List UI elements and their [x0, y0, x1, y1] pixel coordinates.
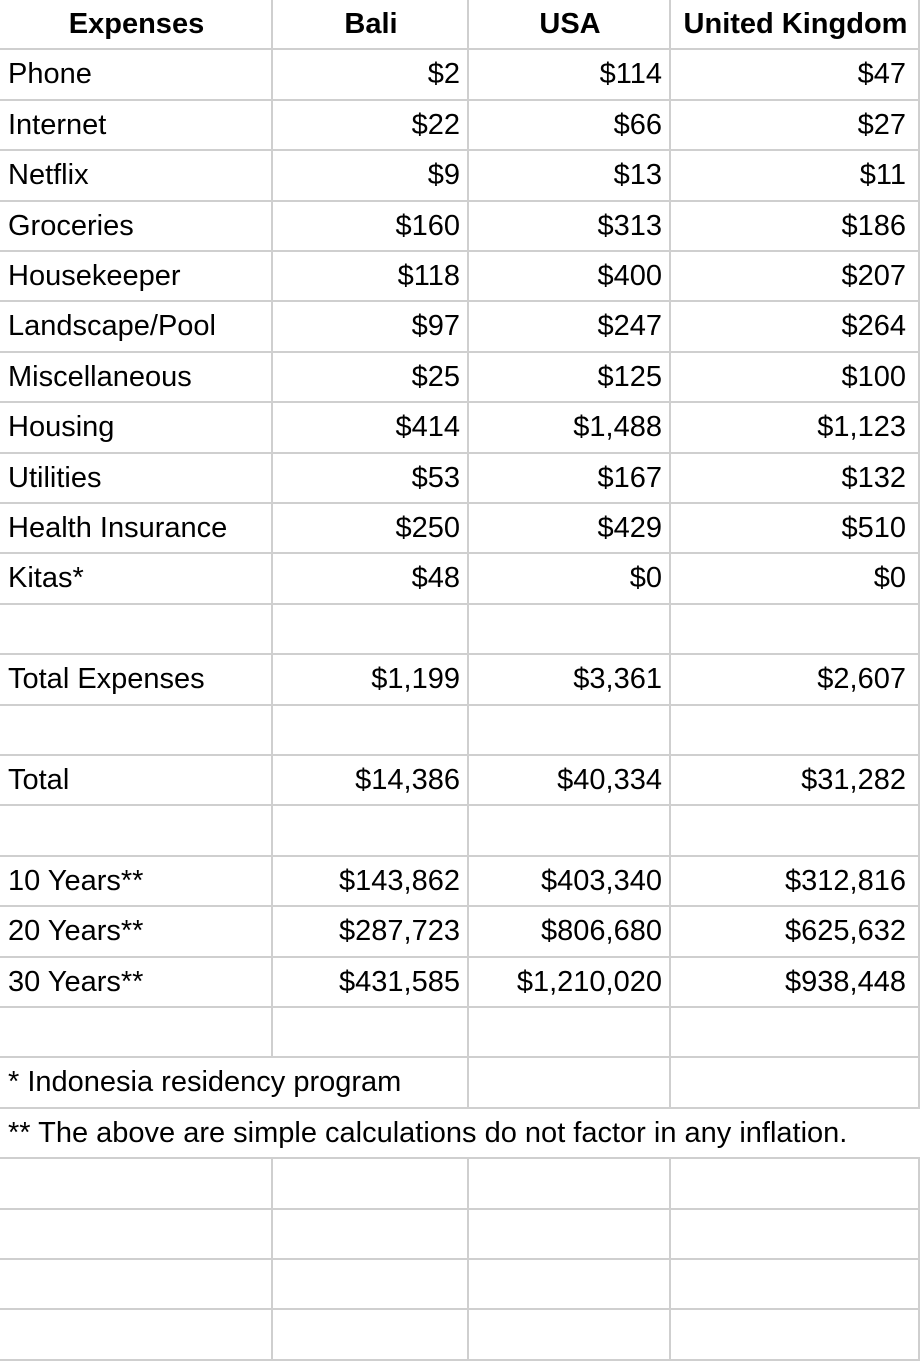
cell-bali[interactable]: $22	[411, 108, 460, 141]
expense-row	[0, 454, 920, 504]
row-label[interactable]: Groceries	[8, 209, 134, 242]
cell-usa[interactable]: $3,361	[573, 663, 662, 696]
cell-bali[interactable]: $431,585	[339, 965, 460, 998]
cell-uk[interactable]: $625,632	[785, 915, 906, 948]
empty-row	[0, 1210, 920, 1260]
cell-bali[interactable]: $25	[411, 360, 460, 393]
cell-usa[interactable]: $66	[613, 108, 662, 141]
row-label[interactable]: Health Insurance	[8, 512, 228, 544]
cell-bali[interactable]: $143,862	[339, 864, 460, 897]
empty-row	[0, 806, 920, 856]
grid-line	[669, 806, 671, 854]
row-label[interactable]: Housing	[8, 411, 115, 444]
grid-line	[467, 806, 469, 854]
empty-row	[0, 1008, 920, 1058]
cell-bali[interactable]: $414	[395, 411, 460, 444]
grid-line	[467, 1210, 469, 1258]
projection-row	[0, 857, 920, 907]
cell-usa[interactable]: $40,334	[557, 764, 662, 796]
cell-uk[interactable]: $11	[859, 159, 906, 192]
empty-row	[0, 1310, 920, 1360]
cell-uk[interactable]: $264	[841, 310, 906, 343]
cell-uk[interactable]: $100	[841, 360, 906, 393]
footnote-kitas[interactable]: * Indonesia residency program	[8, 1066, 402, 1099]
empty-cell[interactable]	[0, 1260, 273, 1308]
empty-row	[0, 1260, 920, 1310]
empty-cell[interactable]	[0, 1310, 273, 1358]
cell-bali[interactable]: $97	[411, 310, 460, 343]
expense-row	[0, 302, 920, 352]
cell-uk[interactable]: $510	[841, 512, 906, 544]
header-bali[interactable]: Bali	[344, 8, 398, 40]
cell-usa[interactable]: $167	[597, 461, 662, 494]
row-label[interactable]: Utilities	[8, 461, 102, 494]
grid-line	[467, 1310, 469, 1358]
cell-usa[interactable]: $13	[613, 159, 662, 192]
cell-usa[interactable]: $1,210,020	[516, 965, 662, 998]
empty-row	[0, 706, 920, 756]
cell-usa[interactable]: $400	[597, 260, 662, 292]
row-label[interactable]: Phone	[8, 58, 92, 91]
cell-bali[interactable]: $9	[427, 159, 460, 192]
grid-line	[467, 1260, 469, 1308]
expense-row	[0, 353, 920, 403]
cell-usa[interactable]: $1,488	[573, 411, 662, 444]
total-row	[0, 756, 920, 806]
grid-line	[669, 706, 671, 754]
header-uk[interactable]: United Kingdom	[683, 8, 908, 40]
cell-uk[interactable]: $31,282	[801, 764, 906, 796]
cell-bali[interactable]: $118	[397, 260, 460, 292]
expense-row	[0, 504, 920, 554]
cell-uk[interactable]: $938,448	[785, 965, 906, 998]
expense-row	[0, 101, 920, 151]
total-expenses-row	[0, 655, 920, 705]
expense-row	[0, 252, 920, 302]
grid-line	[669, 605, 671, 653]
cell-usa[interactable]: $0	[629, 562, 662, 595]
cell-uk[interactable]: $207	[841, 260, 906, 292]
cell-usa[interactable]: $806,680	[541, 915, 662, 948]
cell-bali[interactable]: $287,723	[339, 915, 460, 948]
footnote-row	[0, 1058, 920, 1108]
footnote-row	[0, 1109, 920, 1159]
grid-line	[669, 1310, 671, 1358]
row-label[interactable]: 20 Years**	[8, 915, 144, 948]
cell-uk[interactable]: $47	[857, 58, 906, 91]
grid-line	[669, 1159, 671, 1207]
expense-row	[0, 50, 920, 100]
row-label[interactable]: Landscape/Pool	[8, 310, 216, 343]
empty-cell[interactable]	[0, 1008, 273, 1056]
row-label[interactable]: 10 Years**	[8, 864, 144, 897]
row-label[interactable]: Total	[8, 764, 70, 796]
expense-row	[0, 554, 920, 604]
header-usa[interactable]: USA	[539, 8, 601, 40]
empty-cell[interactable]	[0, 1159, 273, 1207]
cell-bali[interactable]: $2	[427, 58, 460, 91]
grid-line	[467, 605, 469, 653]
empty-cell[interactable]	[0, 706, 273, 754]
grid-line	[467, 1159, 469, 1207]
grid-line	[669, 1210, 671, 1258]
row-label[interactable]: Netflix	[8, 159, 89, 192]
cell-uk[interactable]: $132	[841, 461, 906, 494]
empty-cell[interactable]	[0, 605, 273, 653]
projection-row	[0, 958, 920, 1008]
header-expenses[interactable]: Expenses	[68, 8, 205, 40]
cell-uk[interactable]: $186	[841, 209, 906, 242]
cell-uk[interactable]: $27	[857, 108, 906, 141]
row-label[interactable]: Internet	[8, 108, 107, 141]
cell-usa[interactable]: $313	[597, 209, 662, 242]
projection-row	[0, 907, 920, 957]
cell-bali[interactable]: $160	[395, 209, 460, 242]
footnote-inflation[interactable]: ** The above are simple calculations do not factor in any inflation.	[8, 1116, 848, 1149]
cell-usa[interactable]: $247	[597, 310, 662, 343]
cell-bali[interactable]: $53	[411, 461, 460, 494]
grid-line	[467, 706, 469, 754]
cell-usa[interactable]: $125	[597, 360, 662, 393]
cell-usa[interactable]: $403,340	[541, 864, 662, 897]
row-label[interactable]: Total Expenses	[8, 663, 205, 696]
empty-cell[interactable]	[0, 1210, 273, 1258]
header-row	[0, 0, 920, 50]
cell-usa[interactable]: $114	[599, 58, 662, 91]
row-label[interactable]: Housekeeper	[8, 260, 181, 292]
cell-usa[interactable]: $429	[597, 512, 662, 544]
empty-cell[interactable]	[0, 806, 273, 854]
grid-line	[669, 1008, 671, 1056]
empty-row	[0, 1159, 920, 1209]
row-label[interactable]: Kitas*	[8, 562, 84, 595]
cell-uk[interactable]: $1,123	[817, 411, 906, 444]
expense-row	[0, 403, 920, 453]
grid-line	[669, 1058, 671, 1106]
row-label[interactable]: 30 Years**	[8, 965, 144, 998]
cell-uk[interactable]: $0	[873, 562, 906, 595]
cell-bali[interactable]: $1,199	[371, 663, 460, 696]
cell-uk[interactable]: $2,607	[817, 663, 906, 696]
grid-line	[669, 1260, 671, 1308]
cell-bali[interactable]: $14,386	[355, 764, 460, 796]
cell-bali[interactable]: $48	[411, 562, 460, 595]
cell-bali[interactable]: $250	[395, 512, 460, 544]
cell-uk[interactable]: $312,816	[785, 864, 906, 897]
empty-row	[0, 605, 920, 655]
expense-row	[0, 202, 920, 252]
row-label[interactable]: Miscellaneous	[8, 360, 192, 393]
grid-line	[467, 1008, 469, 1056]
expense-row	[0, 151, 920, 201]
